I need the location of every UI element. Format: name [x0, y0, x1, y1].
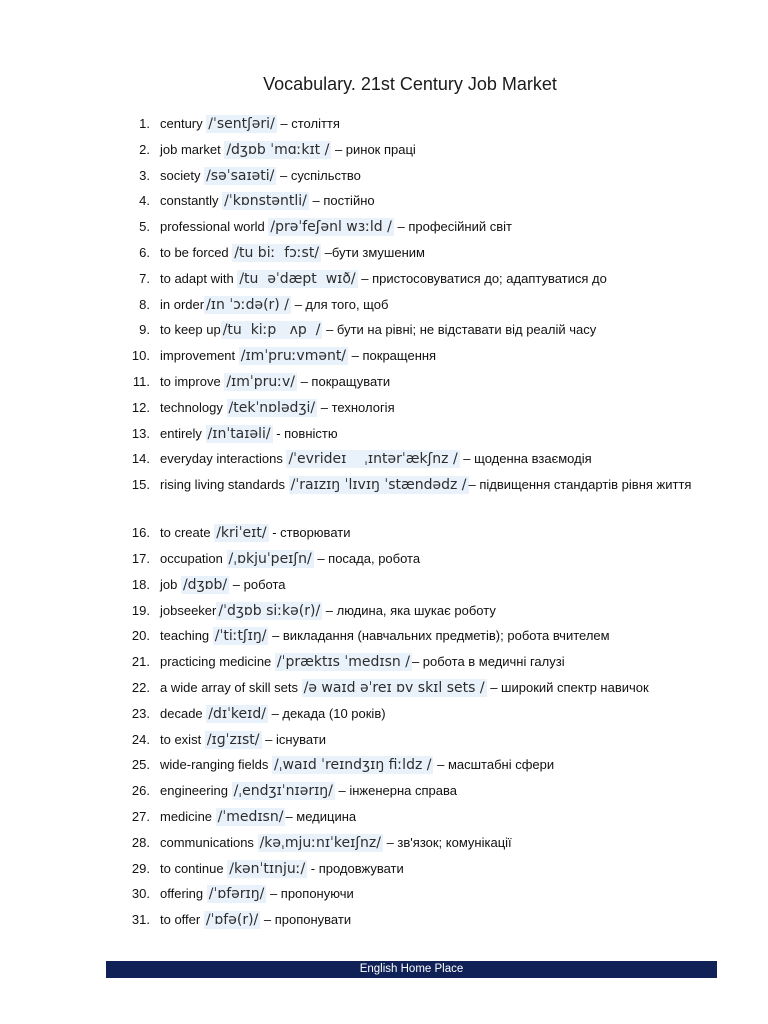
term: a wide array of skill sets: [160, 679, 298, 695]
translation: – викладання (навчальних предметів); робота вчителем: [272, 628, 610, 644]
vocab-item-3: [130, 163, 730, 189]
term: technology: [160, 399, 223, 415]
term: communications: [160, 834, 254, 850]
item-number: 6.: [139, 244, 150, 260]
item-number: 4.: [139, 193, 150, 209]
vocab-item-1: [130, 111, 730, 137]
transcription: /ˈɒfə(r)/: [205, 912, 259, 929]
term: occupation: [160, 550, 223, 566]
term: to improve: [160, 373, 221, 389]
translation: – масштабні сфери: [437, 757, 555, 773]
item-number: 15.: [131, 477, 150, 493]
transcription: /prəˈfeʃənl wɜːld /: [270, 219, 392, 236]
transcription: /ˈɒfərɪŋ/: [208, 886, 265, 903]
vocab-item-19: [130, 598, 730, 624]
translation: - створювати: [272, 525, 351, 541]
vocab-item-17: [130, 546, 730, 572]
transcription: /ˌendʒɪˈnɪərɪŋ/: [233, 783, 333, 800]
item-number: 11.: [132, 373, 150, 389]
vocabulary-list: [130, 111, 730, 933]
vocab-item-5: [130, 214, 730, 240]
transcription: /ˈevrideɪ ˌɪntərˈækʃnz /: [288, 451, 458, 468]
transcription: /tu biː fɔːst/: [234, 244, 320, 261]
vocab-item-22: [130, 675, 730, 701]
transcription: /ɪn ˈɔːdə(r) /: [206, 296, 289, 313]
item-number: 17.: [131, 550, 150, 566]
term: improvement: [160, 348, 236, 364]
vocab-item-20: [130, 623, 730, 649]
translation: – пропонуючи: [269, 886, 354, 902]
term: job: [160, 576, 181, 592]
item-number: 5.: [139, 219, 150, 235]
translation: – суспільство: [279, 167, 361, 183]
translation: – технологія: [320, 399, 395, 415]
term: wide-ranging fields: [160, 757, 269, 773]
vocab-item-8: [130, 292, 730, 318]
translation: – пропонувати: [263, 912, 352, 928]
vocab-item-21: [130, 649, 730, 675]
term: to create: [160, 525, 211, 541]
item-number: 29.: [131, 860, 150, 876]
item-number: 31.: [131, 912, 150, 928]
term: entirely: [160, 425, 202, 441]
transcription: /ə waɪd əˈreɪ ɒv skɪl sets /: [303, 679, 485, 696]
transcription: /tu kiːp ʌp /: [222, 322, 321, 339]
item-number: 14.: [131, 451, 150, 467]
transcription: /kəˌmjuːnɪˈkeɪʃnz/: [259, 834, 381, 851]
translation: – зв'язок; комунікації: [386, 834, 512, 850]
vocab-item-31: [130, 907, 730, 933]
item-number: 24.: [131, 731, 150, 747]
item-number: 12.: [131, 399, 150, 415]
term: rising living standards: [160, 477, 286, 493]
translation: – робота: [232, 576, 286, 592]
transcription: /dʒɒb/: [182, 576, 228, 593]
translation: – людина, яка шукає роботу: [325, 602, 496, 618]
term: practicing medicine: [160, 654, 272, 670]
translation: - продовжувати: [310, 860, 404, 876]
transcription: /ɪmˈpruːv/: [226, 373, 295, 390]
translation: – для того, щоб: [294, 296, 389, 312]
term: engineering: [160, 783, 228, 799]
vocab-item-16: [130, 520, 730, 546]
item-number: 13.: [131, 425, 150, 441]
transcription: /ˈmedɪsn/: [217, 808, 284, 825]
translation: - повністю: [276, 425, 338, 441]
transcription: /dɪˈkeɪd/: [208, 705, 266, 722]
translation: – щоденна взаємодія: [463, 451, 592, 467]
footer-bar: [106, 961, 717, 978]
page-title: Vocabulary. 21st Century Job Market: [263, 74, 557, 94]
translation: – робота в медичні галузі: [411, 654, 565, 670]
term: teaching: [160, 628, 210, 644]
translation: – медицина: [285, 808, 357, 824]
term: society: [160, 167, 201, 183]
vocab-item-2: [130, 137, 730, 163]
translation: – бути на рівні; не відставати від реалій часу: [326, 322, 597, 338]
vocab-item-14: [130, 446, 730, 472]
item-number: 18.: [131, 576, 150, 592]
item-number: 27.: [131, 808, 150, 824]
translation: – постійно: [312, 193, 375, 209]
item-number: 3.: [139, 167, 150, 183]
vocab-item-18: [130, 572, 730, 598]
transcription: /tekˈnɒlədʒi/: [228, 399, 316, 416]
item-number: 20.: [131, 628, 150, 644]
translation: – покращення: [351, 348, 437, 364]
vocab-item-13: [130, 421, 730, 447]
transcription: /kənˈtɪnjuː/: [229, 860, 306, 877]
term: job market: [160, 141, 221, 157]
term: everyday interactions: [160, 451, 283, 467]
item-number: 1.: [139, 116, 150, 131]
item-number: 22.: [131, 679, 150, 695]
translation: – професійний світ: [397, 219, 512, 235]
translation: – широкий спектр навичок: [490, 679, 649, 695]
footer-label: English Home Place: [359, 963, 464, 975]
item-number: 10.: [131, 348, 150, 364]
transcription: /ɪɡˈzɪst/: [206, 731, 260, 748]
vocab-item-25: [130, 752, 730, 778]
term: to offer: [160, 912, 201, 928]
transcription: /ɪmˈpruːvmənt/: [240, 348, 347, 365]
translation: – посада, робота: [317, 550, 421, 566]
transcription: /ˌɒkjuˈpeɪʃn/: [228, 550, 312, 567]
item-number: 23.: [131, 705, 150, 721]
item-number: 19.: [131, 602, 150, 618]
term: to exist: [160, 731, 202, 747]
term: jobseeker: [160, 602, 217, 618]
item-number: 7.: [139, 270, 150, 286]
translation: – існувати: [265, 731, 326, 747]
term: professional world: [160, 219, 265, 235]
transcription: /ˈtiːtʃɪŋ/: [214, 628, 267, 645]
vocab-item-15: [130, 472, 730, 520]
term: in order: [160, 296, 205, 312]
vocab-item-24: [130, 727, 730, 753]
term: to be forced: [160, 244, 229, 260]
term: to keep up: [160, 322, 221, 338]
vocab-item-27: [130, 804, 730, 830]
transcription: /tu əˈdæpt wɪð/: [239, 270, 356, 287]
item-number: 26.: [131, 783, 150, 799]
item-number: 2.: [139, 141, 150, 157]
transcription: /ˌwaɪd ˈreɪndʒɪŋ fiːldz /: [274, 757, 432, 774]
transcription: /ˈkɒnstəntli/: [224, 193, 307, 210]
item-number: 9.: [139, 322, 150, 338]
vocab-item-10: [130, 343, 730, 369]
transcription: /ˈpræktɪs ˈmedɪsn /: [276, 654, 410, 671]
translation: – пристосовуватися до; адаптуватися до: [361, 270, 607, 286]
item-number: 21.: [131, 654, 150, 670]
vocab-item-11: [130, 369, 730, 395]
vocab-item-28: [130, 830, 730, 856]
vocab-item-12: [130, 395, 730, 421]
term: offering: [160, 886, 204, 902]
item-number: 28.: [131, 834, 150, 850]
vocab-item-7: [130, 266, 730, 292]
item-number: 16.: [131, 525, 150, 541]
transcription: /ˈraɪzɪŋ ˈlɪvɪŋ ˈstændədz /: [290, 477, 467, 494]
term: to continue: [160, 860, 224, 876]
translation: – покращувати: [300, 373, 391, 389]
translation: – століття: [280, 116, 340, 131]
transcription: /ˈdʒɒb siːkə(r)/: [218, 602, 321, 619]
vocab-item-9: [130, 317, 730, 343]
term: century: [160, 116, 203, 131]
term: constantly: [160, 193, 219, 209]
vocab-item-30: [130, 881, 730, 907]
vocab-item-23: [130, 701, 730, 727]
translation: – ринок праці: [334, 141, 416, 157]
item-number: 30.: [131, 886, 150, 902]
vocab-item-4: [130, 188, 730, 214]
term: medicine: [160, 808, 213, 824]
vocab-item-6: [130, 240, 730, 266]
translation: – підвищення стандартів рівня життя: [468, 477, 692, 493]
item-number: 25.: [131, 757, 150, 773]
term: to adapt with: [160, 270, 234, 286]
term: decade: [160, 705, 203, 721]
transcription: /səˈsaɪəti/: [206, 167, 275, 184]
translation: –бути змушеним: [324, 244, 425, 260]
transcription: /ɪnˈtaɪəli/: [207, 425, 271, 442]
item-number: 8.: [139, 296, 150, 312]
translation: – декада (10 років): [271, 705, 386, 721]
transcription: /kriˈeɪt/: [216, 525, 267, 542]
transcription: /ˈsentʃəri/: [208, 116, 275, 132]
transcription: /dʒɒb ˈmɑːkɪt /: [226, 141, 330, 158]
vocab-item-26: [130, 778, 730, 804]
translation: – інженерна справа: [338, 783, 458, 799]
vocab-item-29: [130, 856, 730, 882]
